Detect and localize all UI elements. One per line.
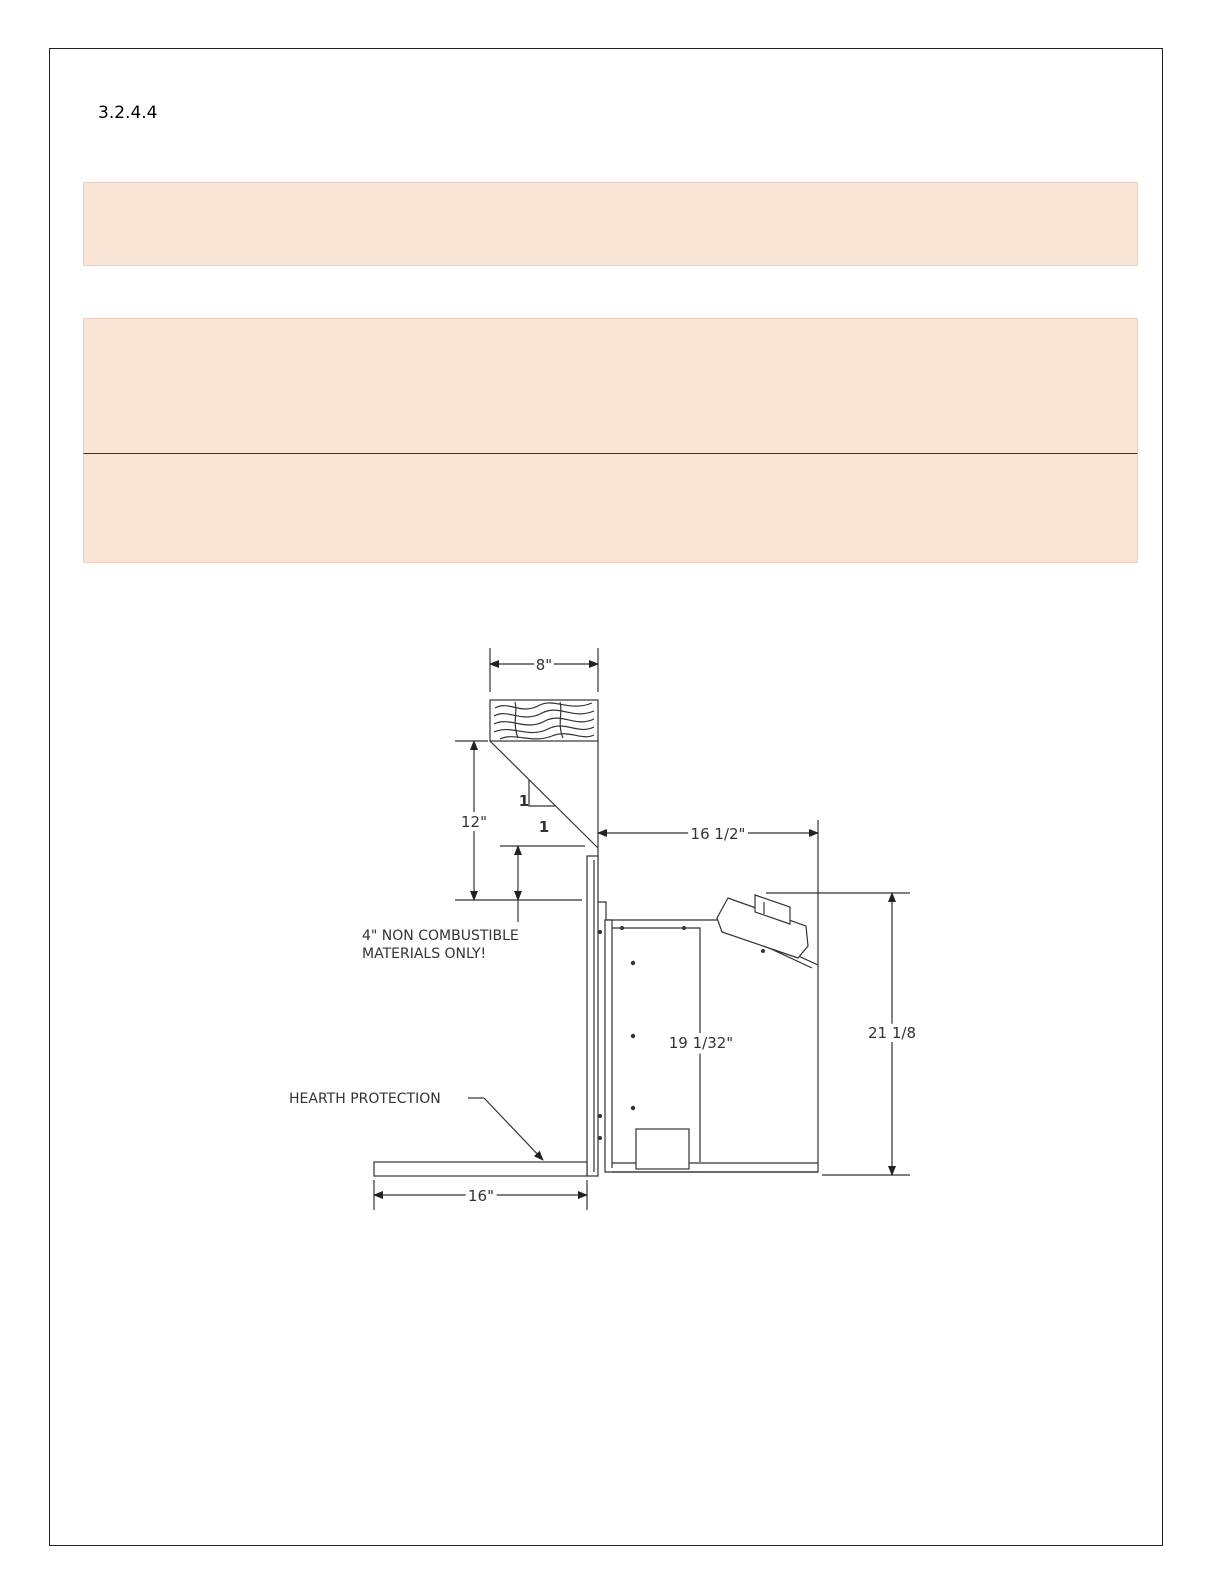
notice-box-3 [83, 453, 1138, 563]
dim-12-label: 12" [461, 813, 487, 831]
slope-run-label: 1 [538, 818, 550, 836]
notice-box-1 [83, 182, 1138, 266]
dim-16-label: 16" [468, 1187, 494, 1205]
noncombustible-label-2: MATERIALS ONLY! [362, 946, 487, 962]
section-number: 3.2.4.4 [98, 103, 158, 123]
dim-16-5-label: 16 1/2" [690, 825, 746, 843]
noncombustible-label-1: 4" NON COMBUSTIBLE [362, 928, 519, 944]
slope-rise-label: 1 [518, 792, 530, 810]
dim-8-label: 8" [535, 656, 553, 674]
clearance-drawing [270, 640, 950, 1220]
dim-19-label: 19 1/32" [668, 1034, 734, 1052]
hearth-slab [374, 1162, 587, 1176]
dim-21-label: 21 1/8 [868, 1024, 916, 1042]
mantel-block [490, 700, 598, 741]
notice-box-2 [83, 318, 1138, 453]
hearth-label: HEARTH PROTECTION [289, 1091, 441, 1107]
